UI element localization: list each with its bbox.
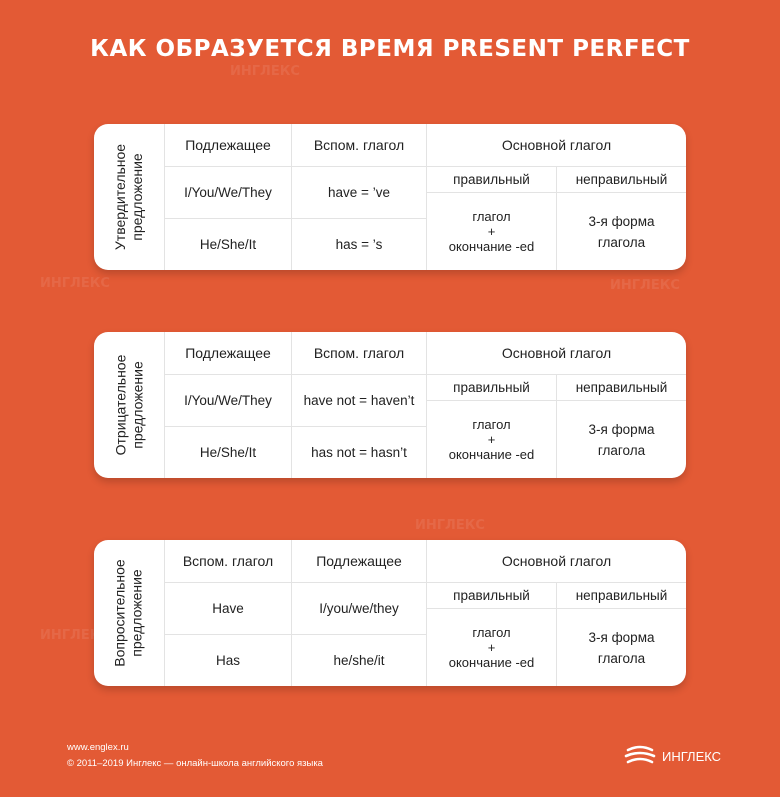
column-header: Подлежащее: [164, 332, 291, 374]
column-header: Подлежащее: [291, 540, 426, 582]
regular-form: глагол + окончание -ed: [426, 608, 556, 686]
irregular-header: неправильный: [556, 374, 686, 400]
table-label: Утвердительное предложение: [112, 143, 146, 251]
table-cell: Have: [164, 582, 291, 634]
column-header: Вспом. глагол: [291, 332, 426, 374]
table-cell: I/You/We/They: [164, 166, 291, 218]
watermark: ИНГЛЕКС: [40, 628, 110, 643]
column-header: Вспом. глагол: [291, 124, 426, 166]
watermark: ИНГЛЕКС: [230, 64, 300, 79]
main-verb-header: Основной глагол: [426, 540, 686, 582]
main-verb-header: Основной глагол: [426, 332, 686, 374]
question-table: [94, 540, 686, 686]
table-cell: he/she/it: [291, 634, 426, 686]
regular-form: глагол + окончание -ed: [426, 400, 556, 478]
table-label: Отрицательное предложение: [112, 354, 145, 456]
table-cell: have not = haven’t: [291, 374, 426, 426]
table-label: Вопросительное предложение: [112, 559, 146, 667]
irregular-form: 3-я форма глагола: [556, 608, 686, 686]
table-cell: have = ’ve: [291, 166, 426, 218]
footer-site[interactable]: www.englex.ru: [67, 742, 129, 753]
table-cell: I/you/we/they: [291, 582, 426, 634]
brand-logo[interactable]: [624, 744, 721, 768]
table-cell: has not = hasn’t: [291, 426, 426, 478]
logo-text: ИНГЛЕКС: [662, 748, 722, 764]
table-cell: He/She/It: [164, 426, 291, 478]
affirmative-table: [94, 124, 686, 270]
watermark: ИНГЛЕКС: [610, 278, 680, 293]
regular-form: глагол + окончание -ed: [426, 192, 556, 270]
watermark: ИНГЛЕКС: [415, 518, 485, 533]
regular-header: правильный: [426, 166, 556, 192]
irregular-header: неправильный: [556, 582, 686, 608]
regular-header: правильный: [426, 582, 556, 608]
regular-header: правильный: [426, 374, 556, 400]
irregular-form: 3-я форма глагола: [556, 400, 686, 478]
column-header: Вспом. глагол: [164, 540, 291, 582]
irregular-form: 3-я форма глагола: [556, 192, 686, 270]
footer-copyright: © 2011–2019 Инглекс — онлайн-школа английского языка: [67, 758, 323, 769]
negative-table: [94, 332, 686, 478]
table-cell: He/She/It: [164, 218, 291, 270]
irregular-header: неправильный: [556, 166, 686, 192]
table-cell: has = ’s: [291, 218, 426, 270]
column-header: Подлежащее: [164, 124, 291, 166]
englex-logo-icon: [624, 744, 656, 768]
table-cell: I/You/We/They: [164, 374, 291, 426]
page-title: КАК ОБРАЗУЕТСЯ ВРЕМЯ PRESENT PERFECT: [90, 36, 690, 62]
main-verb-header: Основной глагол: [426, 124, 686, 166]
watermark: ИНГЛЕКС: [40, 276, 110, 291]
table-cell: Has: [164, 634, 291, 686]
